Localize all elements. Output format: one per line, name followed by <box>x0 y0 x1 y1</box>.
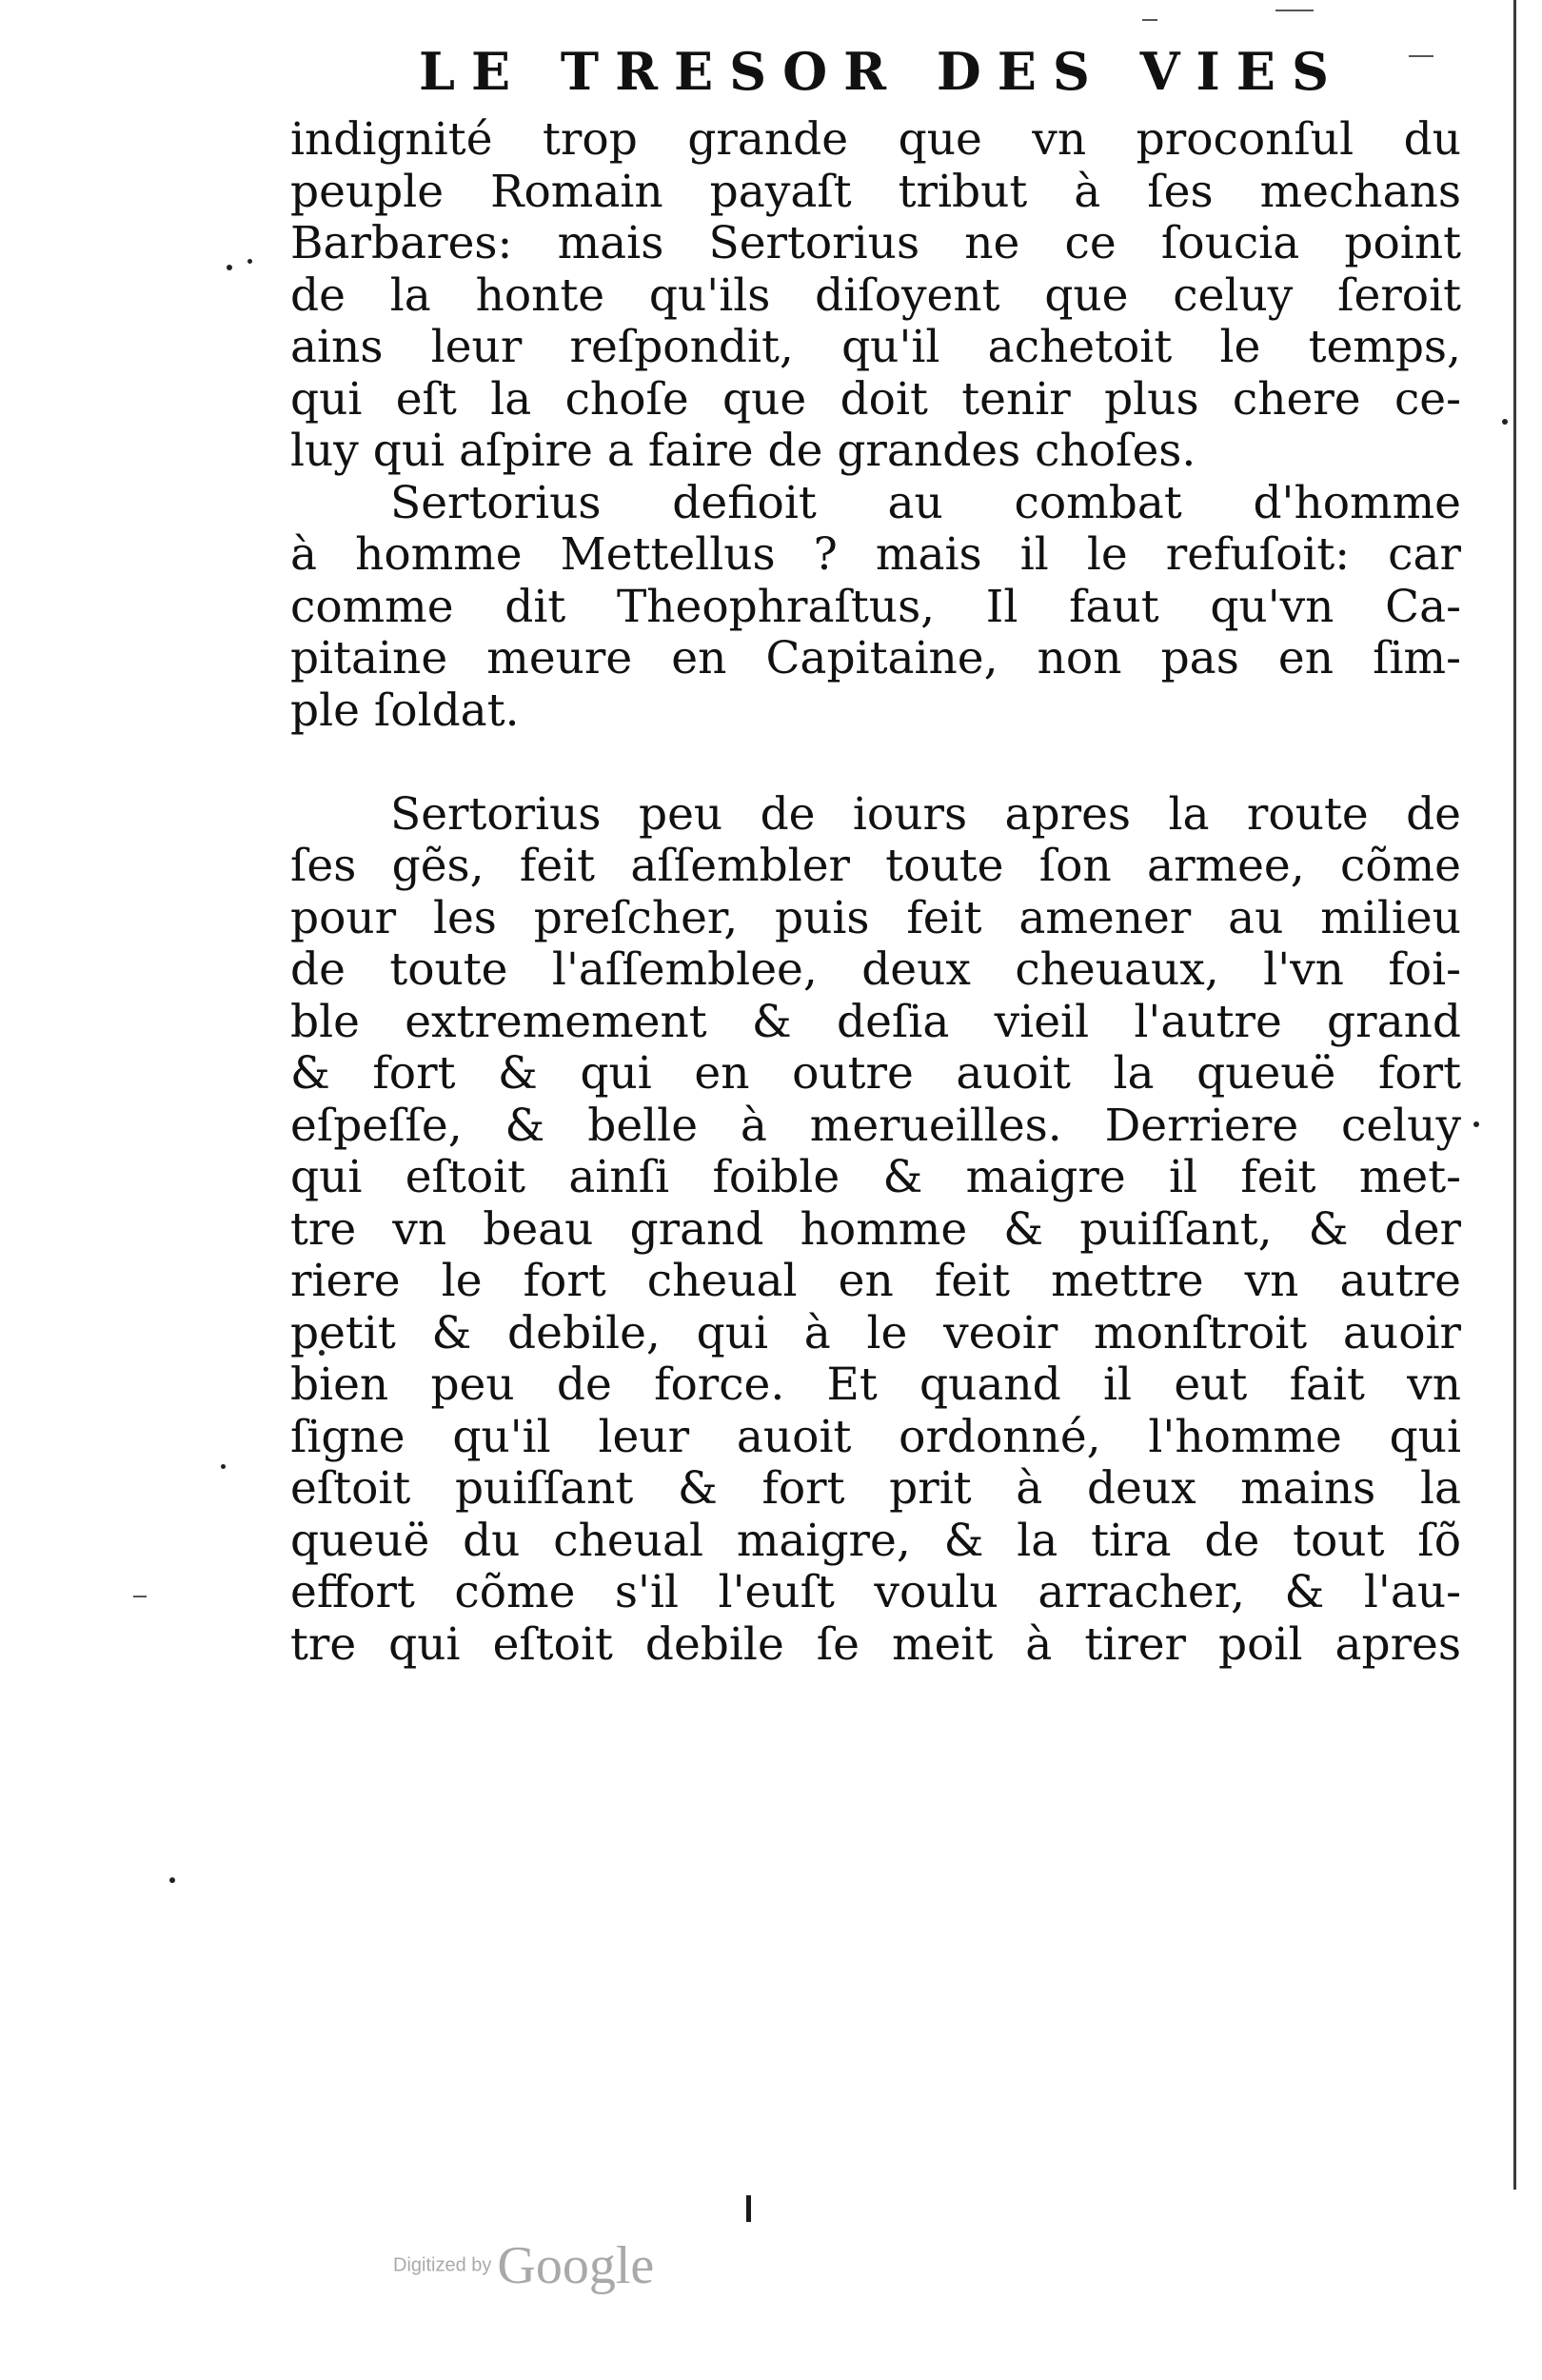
paragraph <box>290 478 1461 738</box>
text-line: petit & debile, qui à le veoir monſtroit auoir <box>290 1306 1461 1359</box>
text-line: riere le fort cheual en feit mettre vn autre <box>290 1255 1461 1307</box>
text-line: de toute l'aſſemblee, deux cheuaux, l'vn foi- <box>290 943 1461 996</box>
text-line: bien peu de force. Et quand il eut fait vn <box>290 1359 1461 1411</box>
text-line: indignité trop grande que vn proconſul du <box>290 113 1461 166</box>
scan-speck <box>227 265 232 270</box>
scan-speck <box>1502 419 1508 425</box>
scan-speck <box>221 1464 226 1469</box>
paragraph <box>290 789 1461 1672</box>
text-line: tre vn beau grand homme & puiſſant, & der <box>290 1202 1461 1256</box>
text-line: ſigne qu'il leur auoit ordonné, l'homme qui <box>290 1410 1461 1463</box>
text-line: qui eſt la choſe que doit tenir plus chere ce- <box>290 372 1461 426</box>
text-line: Barbares: mais Sertorius ne ce ſoucia point <box>290 217 1461 269</box>
text-line: de la honte qu'ils diſoyent que celuy ſeroit <box>290 268 1461 322</box>
text-line: eſpeſſe, & belle à merueilles. Derriere celuy <box>290 1099 1461 1152</box>
text-line: ains leur reſpondit, qu'il achetoit le temps, <box>290 321 1461 373</box>
signature-mark <box>746 2195 751 2222</box>
body-text <box>290 114 1461 1671</box>
text-line: effort cõme s'il l'euſt voulu arracher, & l'au- <box>290 1566 1461 1618</box>
text-line: eſtoit puiſſant & fort prit à deux mains la <box>290 1462 1461 1515</box>
text-line: ſes gẽs, feit aſſembler toute ſon armee, cõme <box>290 840 1461 892</box>
scan-mark <box>1409 55 1433 57</box>
scan-speck <box>247 259 252 264</box>
text-line: peuple Romain payaſt tribut à ſes mechans <box>290 165 1461 218</box>
google-logo: Google <box>497 2236 655 2295</box>
text-line: & fort & qui en outre auoit la queuë fort <box>290 1047 1461 1100</box>
text-line: à homme Mettellus ? mais il le refuſoit: car <box>290 528 1461 581</box>
text-line: luy qui aſpire a faire de grandes choſes. <box>290 425 1196 477</box>
paragraph-gap <box>290 737 1461 789</box>
scan-mark <box>1275 10 1314 11</box>
digitized-watermark <box>393 2235 654 2296</box>
text-line: pitaine meure en Capitaine, non pas en ſim- <box>290 632 1461 684</box>
text-line: Sertorius peu de iours apres la route de <box>390 787 1461 841</box>
paragraph <box>290 114 1461 478</box>
text-line: qui eſtoit ainſi foible & maigre il feit met- <box>290 1151 1461 1203</box>
text-line: ble extremement & deſia vieil l'autre grand <box>290 995 1461 1048</box>
scan-mark <box>1142 19 1157 21</box>
watermark-prefix: Digitized by <box>393 2254 492 2276</box>
text-line: Sertorius defioit au combat d'homme <box>390 476 1461 529</box>
scan-mark <box>133 1596 147 1597</box>
text-line: comme dit Theophraſtus, Il faut qu'vn Ca- <box>290 580 1461 633</box>
text-line: ple ſoldat. <box>290 684 520 737</box>
text-line: tre qui eſtoit debile ſe meit à tirer poil apres <box>290 1617 1461 1671</box>
scan-speck <box>1473 1121 1479 1127</box>
text-line: queuë du cheual maigre, & la tira de tout ſõ <box>290 1514 1461 1567</box>
running-title: LE TRESOR DES VIES <box>419 41 1345 102</box>
text-line: pour les preſcher, puis feit amener au milieu <box>290 891 1461 944</box>
page-edge-rule <box>1513 0 1516 2190</box>
scan-speck <box>169 1877 175 1883</box>
